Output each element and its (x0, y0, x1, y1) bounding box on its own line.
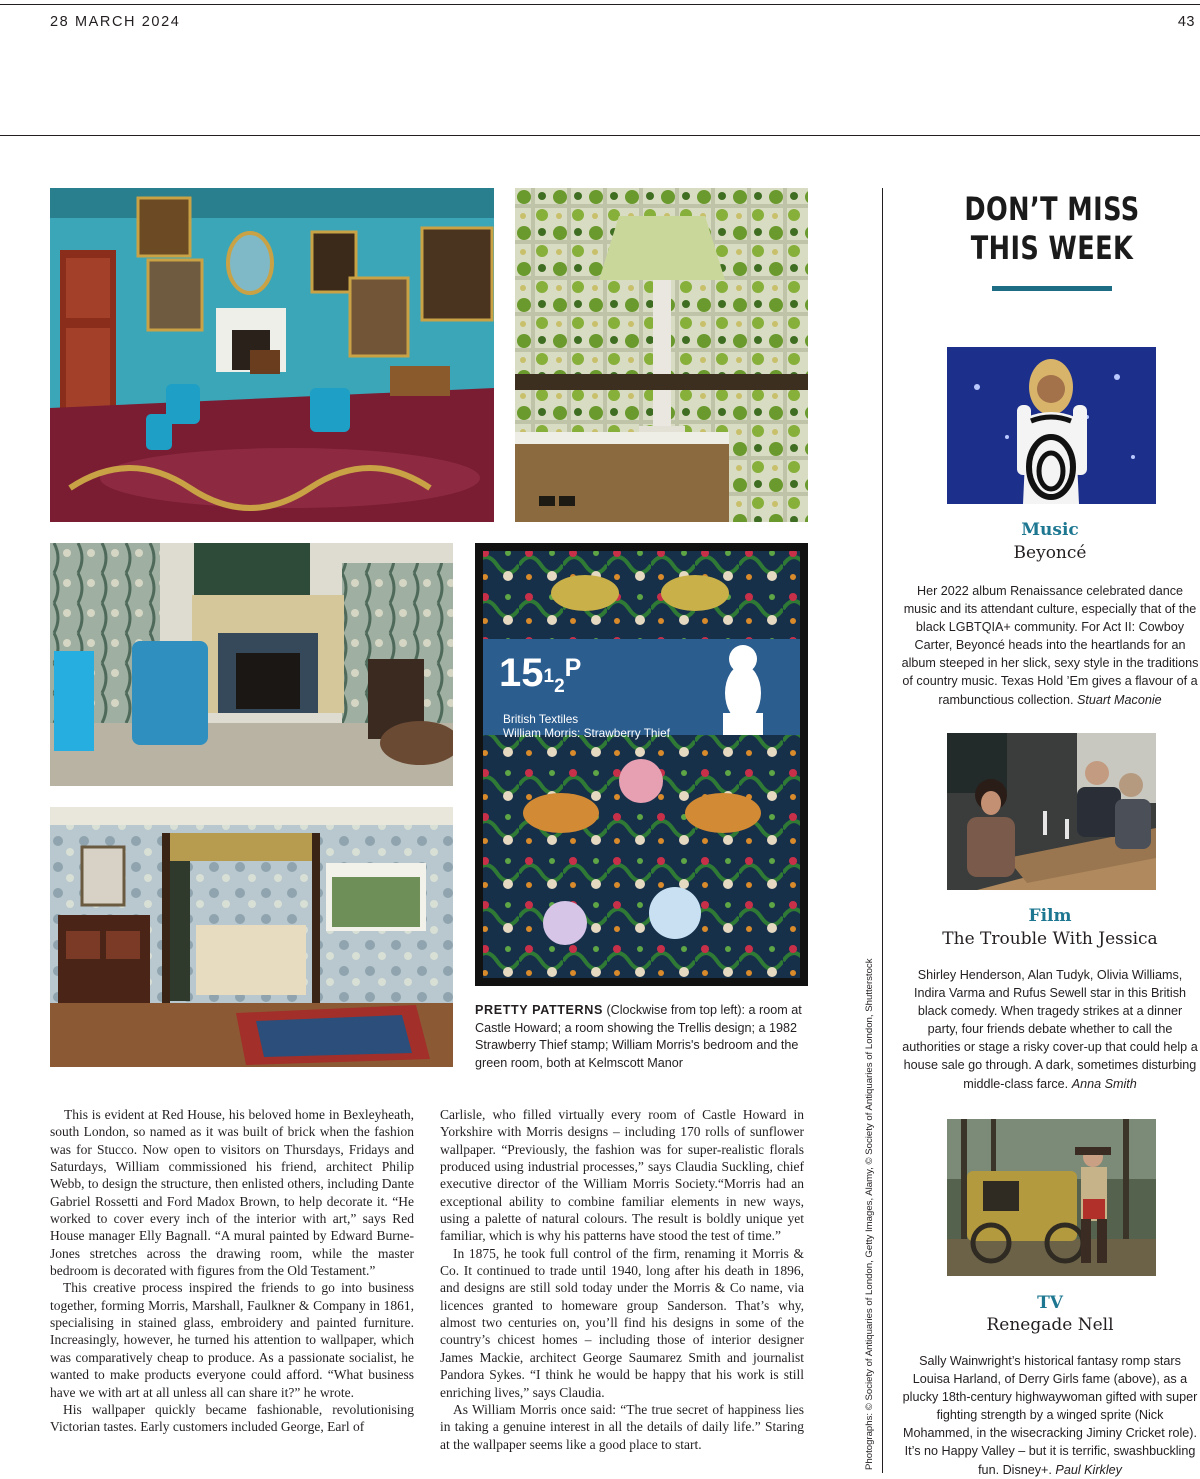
photo-green-room (50, 543, 453, 786)
stamp-value (499, 646, 581, 709)
photo-beyonce (947, 347, 1156, 504)
article-column-2 (440, 1106, 804, 1453)
article-paragraph: This is evident at Red House, his beloved home in Bexleyheath, south London, so named as it was built of brick when the fashion was for Stucco. Now open to visitors on Thursdays, Fridays and Saturdays, William commissioned his friend, architect Philip Webb, to design the structure, then enlisted others, including Dante Gabriel Rossetti and Ford Madox Brown, to help decorate it. “He worked to cover every inch of the interior with art,” says Red House manager Elly Bagnall. “A mural painted by Edward Burne-Jones stretches across the drawing room, while the master bedroom is decorated with figures from the Old Testament.” (50, 1107, 414, 1279)
stamp-value-unit: P (564, 654, 582, 682)
stamp-inscription (503, 712, 670, 740)
article-paragraph: As William Morris once said: “The true secret of happiness lies in taking a genuine interest in all the details of daily life.” Staring at the wallpaper seems like a good place to start. (440, 1401, 804, 1452)
sidebar-title-line-2: THIS WEEK (970, 229, 1134, 267)
stamp-line-2: William Morris: Strawberry Thief (503, 726, 670, 740)
review-author: Paul Kirkley (1055, 1462, 1122, 1477)
item-title-renegade-nell: Renegade Nell (986, 1315, 1114, 1335)
header-rule (0, 135, 1200, 136)
review-text: Shirley Henderson, Alan Tudyk, Olivia Williams, Indira Varma and Rufus Sewell star in this British black comedy. When tragedy strikes at a dinner party, four friends debate whether to call the authorities or stage a risky cover-up that could help a house sale go through. A dark, sometimes disturbing middle-class farce. (902, 968, 1198, 1091)
photo-trellis-room (515, 188, 808, 522)
photo-renegade-nell (947, 1119, 1156, 1276)
item-review-beyonce (901, 582, 1199, 709)
sidebar-title-bar (992, 286, 1112, 291)
category-tv: TV (1037, 1293, 1063, 1313)
article-paragraph: Carlisle, who filled virtually every room of Castle Howard in Yorkshire with Morris designs – including 170 rolls of sunflower wallpaper. “Previously, the fashion was for super-realistic florals produced using industrial processes,” says Claudia Suckling, chief executive director of the William Morris Society.“Morris had an exceptional ability to combine familiar elements in new ways, using a palette of natural colours. The result is boldly unique yet familiar, which is why his patterns have stood the test of time.” (440, 1107, 804, 1244)
item-review-trouble-with-jessica (901, 966, 1199, 1093)
item-title-trouble-with-jessica: The Trouble With Jessica (942, 929, 1158, 949)
item-title-beyonce: Beyoncé (1013, 543, 1087, 563)
stamp-value-number: 15 (499, 651, 544, 695)
top-rule (0, 4, 1200, 5)
caption-lead: PRETTY PATTERNS (475, 1003, 603, 1017)
article-paragraph: This creative process inspired the friends to go into business together, forming Morris, Marshall, Faulkner & Company in 1861, specialising in stained glass, embroidery and painted furniture. Increasingly, however, he turned his attention to wallpaper, which was comparatively cheap to produce. As a passionate socialist, he wanted to make products everyone could afford. “What business have we with art at all unless all can share it?” he wrote. (50, 1280, 414, 1400)
stamp-line-1: British Textiles (503, 712, 579, 726)
stamp-fraction-denominator: 2 (554, 676, 565, 697)
category-film: Film (1028, 906, 1072, 926)
review-text: Her 2022 album Renaissance celebrated dance music and its attendant culture, especially that of the black LGBTQIA+ community. For Act II: Cowboy Carter, Beyoncé heads into the heartlands for an album steeped in her slick, sexy style in the traditions of country music. Texas Hold ’Em gives a flavour of a rambunctious collection. (901, 584, 1199, 707)
sidebar-rule (882, 188, 883, 1473)
article-paragraph: His wallpaper quickly became fashionable, revolutionising Victorian tastes. Early customers included George, Earl of (50, 1401, 414, 1435)
page-number: 43 (1177, 14, 1195, 30)
review-author: Anna Smith (1071, 1076, 1137, 1091)
photo-strawberry-thief-stamp (475, 543, 808, 986)
article-column-1 (50, 1106, 414, 1436)
article-paragraph: In 1875, he took full control of the firm, renaming it Morris & Co. It continued to trade until 1940, long after his death in 1896, and designs are still sold today under the Morris & Co name, via licences granted to homeware group Sanderson. That’s why, almost two centuries on, you’ll find his designs in some of the country’s chicest homes – including those of interior designer James Mackie, architect George Saumarez Smith and journalist Pandora Sykes. “I think he would be happy that his work is still enriching lives,” says Claudia. (440, 1245, 804, 1400)
photo-caption (475, 1002, 805, 1072)
review-text: Sally Wainwright’s historical fantasy romp stars Louisa Harland, of Derry Girls fame (above), as a plucky 18th-century highwaywoman gifted with super fighting strength by a winged sprite (Nick Mohammed, in the wisecracking Jiminy Cricket role). It’s no Happy Valley – but it is terrific, swashbuckling fun. Disney+. (902, 1354, 1198, 1477)
sidebar-title (964, 190, 1140, 268)
category-music: Music (1021, 520, 1079, 540)
photo-morris-bedroom (50, 807, 453, 1067)
issue-date: 28 MARCH 2024 (50, 14, 181, 30)
photo-castle-howard-room (50, 188, 494, 522)
review-author: Stuart Maconie (1076, 692, 1162, 707)
caption-text: (Clockwise from top left): a room at Castle Howard; a room showing the Trellis design; a 1982 Strawberry Thief stamp; William Morris's bedroom and the green room, both at Kelmscott Manor (475, 1003, 802, 1070)
photo-credit: Photographs: © Society of Antiquaries of London, Getty Images, Alamy, © Society of Antiquaries of London, Shutterstock (864, 958, 875, 1470)
sidebar-title-line-1: DON’T MISS (964, 190, 1140, 228)
stamp-fraction-numerator: 1 (543, 666, 555, 687)
item-review-renegade-nell (901, 1352, 1199, 1479)
photo-trouble-with-jessica (947, 733, 1156, 890)
